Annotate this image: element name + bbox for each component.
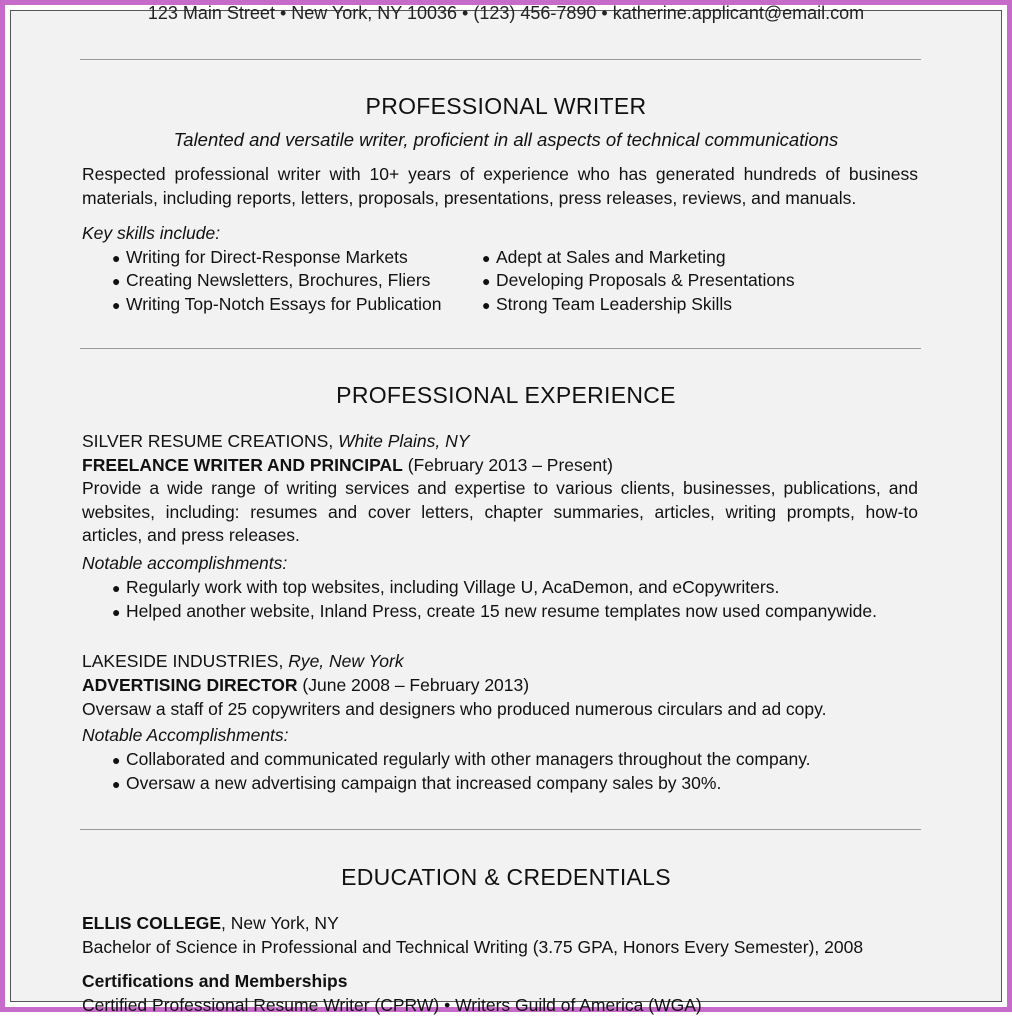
skill-item: ● Writing Top-Notch Essays for Publication bbox=[112, 294, 442, 314]
tagline: Talented and versatile writer, proficient in all aspects of technical communications bbox=[173, 129, 839, 150]
school-line: ELLIS COLLEGE, New York, NY bbox=[82, 913, 339, 933]
job-title-line: ADVERTISING DIRECTOR (June 2008 – February 2013) bbox=[82, 675, 530, 695]
section-heading-summary: PROFESSIONAL WRITER bbox=[365, 93, 647, 119]
skill-item: ● Developing Proposals & Presentations bbox=[482, 270, 795, 290]
accomplishment-item: ● Collaborated and communicated regularly with other managers throughout the company. bbox=[112, 749, 811, 769]
skill-item: ● Creating Newsletters, Brochures, Fliers bbox=[112, 270, 431, 290]
accomplishment-item: ● Regularly work with top websites, including Village U, AcaDemon, and eCopywriters. bbox=[112, 577, 780, 597]
certifications-heading: Certifications and Memberships bbox=[82, 971, 348, 991]
job-description: Provide a wide range of writing services and expertise to various clients, businesses, publications, and websites, including: resumes and cover letters, chapter summaries, articles, writing prompts, how-to articles, and press releases. bbox=[82, 478, 918, 546]
accomplishments-label: Notable accomplishments: bbox=[82, 553, 288, 573]
skill-item: ● Strong Team Leadership Skills bbox=[482, 294, 733, 314]
section-heading-education: EDUCATION & CREDENTIALS bbox=[341, 864, 671, 890]
certifications-line: Certified Professional Resume Writer (CPRW) • Writers Guild of America (WGA) bbox=[82, 995, 702, 1015]
divider bbox=[80, 59, 921, 60]
divider bbox=[80, 348, 921, 349]
section-heading-experience: PROFESSIONAL EXPERIENCE bbox=[336, 382, 676, 408]
job-title-line: FREELANCE WRITER AND PRINCIPAL (February 2013 – Present) bbox=[82, 455, 613, 475]
skill-item: ● Adept at Sales and Marketing bbox=[482, 247, 726, 267]
accomplishment-item: ● Helped another website, Inland Press, create 15 new resume templates now used companywide. bbox=[112, 601, 877, 621]
contact-line: 123 Main Street • New York, NY 10036 • (123) 456-7890 • katherine.applicant@email.com bbox=[147, 3, 865, 23]
skill-item: ● Writing for Direct-Response Markets bbox=[112, 247, 408, 267]
job-company-line: SILVER RESUME CREATIONS, White Plains, NY bbox=[82, 431, 470, 451]
accomplishment-item: ● Oversaw a new advertising campaign that increased company sales by 30%. bbox=[112, 773, 722, 793]
accomplishments-label: Notable Accomplishments: bbox=[82, 725, 289, 745]
summary-paragraph: Respected professional writer with 10+ years of experience who has generated hundreds of business materials, including reports, letters, proposals, presentations, press releases, reviews, and manuals. bbox=[82, 164, 918, 208]
skills-label: Key skills include: bbox=[82, 223, 221, 243]
divider bbox=[80, 829, 921, 830]
job-description: Oversaw a staff of 25 copywriters and designers who produced numerous circulars and ad copy. bbox=[82, 699, 827, 719]
resume-page bbox=[10, 3, 1002, 1015]
job-company-line: LAKESIDE INDUSTRIES, Rye, New York bbox=[82, 651, 404, 671]
degree-line: Bachelor of Science in Professional and Technical Writing (3.75 GPA, Honors Every Semester), 2008 bbox=[82, 937, 864, 957]
